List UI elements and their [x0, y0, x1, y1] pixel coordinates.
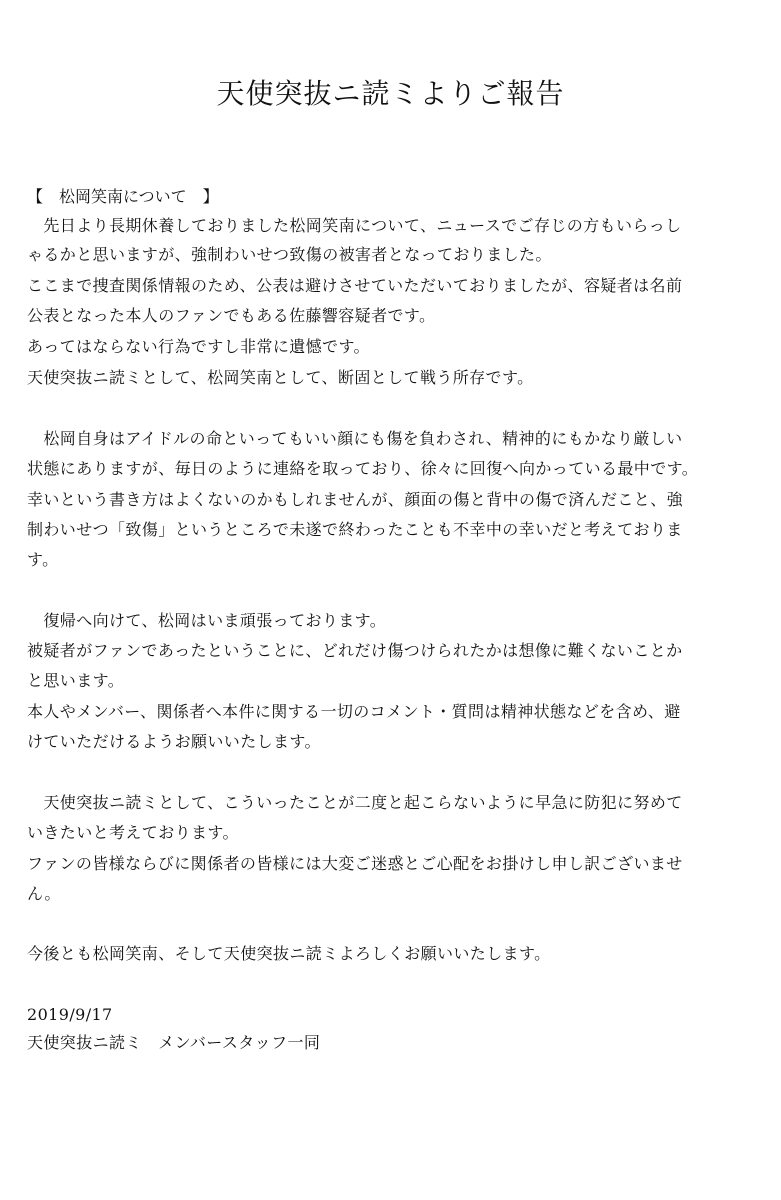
body-line: ここまで捜査関係情報のため、公表は避けさせていただいておりましたが、容疑者は名前: [27, 276, 683, 295]
body-line: 被疑者がファンであったということに、どれだけ傷つけられたかは想像に難くないことか: [27, 641, 683, 660]
body-line: す。: [27, 550, 59, 569]
body-line: けていただけるようお願いいたします。: [27, 732, 321, 751]
body-line: 先日より長期休養しておりました松岡笑南について、ニュースでご存じの方もいらっし: [27, 216, 682, 235]
signature-line: 天使突抜ニ読ミ メンバースタッフ一同: [27, 1033, 321, 1052]
body-line: 状態にありますが、毎日のように連絡を取っており、徐々に回復へ向かっている最中です。: [27, 459, 699, 478]
body-line: ん。: [27, 884, 61, 903]
body-line: ファンの皆様ならびに関係者の皆様には大変ご迷惑とご心配をお掛けし申し訳ございませ: [27, 854, 683, 873]
body-line: 松岡自身はアイドルの命といってもいい顔にも傷を負わされ、精神的にもかなり厳しい: [27, 429, 683, 448]
body-line: 天使突抜ニ読ミとして、こういったことが二度と起こらないように早急に防犯に努めて: [27, 793, 683, 812]
section-heading: 【 松岡笑南について 】: [27, 187, 219, 206]
body-line: 制わいせつ「致傷」というところで未遂で終わったことも不幸中の幸いだと考えておりま: [27, 520, 683, 539]
body-line: と思います。: [27, 671, 125, 690]
body-line: あってはならない行為ですし非常に遺憾です。: [27, 337, 370, 356]
body-line: いきたいと考えております。: [27, 823, 239, 842]
body-line: ゃるかと思いますが、強制わいせつ致傷の被害者となっておりました。: [27, 245, 552, 264]
body-line: 本人やメンバー、関係者へ本件に関する一切のコメント・質問は精神状態などを含め、避: [27, 702, 681, 721]
body-line: 幸いという書き方はよくないのかもしれませんが、顔面の傷と背中の傷で済んだこと、強: [27, 490, 684, 509]
date-line: 2019/9/17: [27, 1005, 113, 1024]
body-line: 復帰へ向けて、松岡はいま頑張っております。: [27, 611, 387, 630]
closing-line: 今後とも松岡笑南、そして天使突抜ニ読ミよろしくお願いいたします。: [27, 944, 551, 963]
page-title: 天使突抜ニ読ミよりご報告: [216, 77, 565, 110]
body-line: 天使突抜ニ読ミとして、松岡笑南として、断固として戦う所存です。: [27, 368, 534, 387]
body-line: 公表となった本人のファンでもある佐藤響容疑者です。: [27, 306, 436, 325]
